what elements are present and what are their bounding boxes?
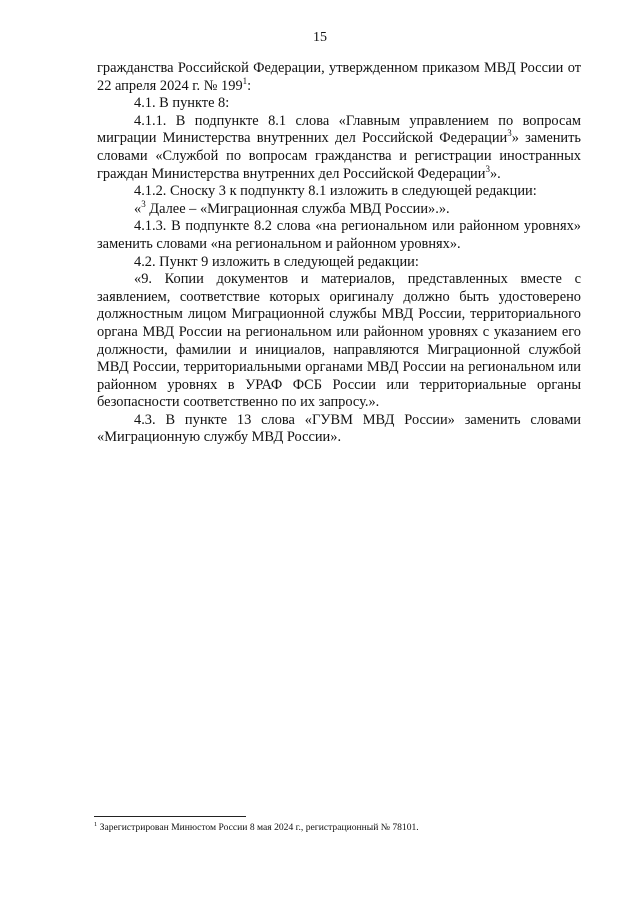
paragraph-intro: [97, 60, 581, 95]
paragraph-text: «: [134, 200, 142, 217]
paragraph-text: 4.1. В пункте 8:: [134, 95, 230, 112]
paragraph-text: » заменить словами «Службой по вопросам гражданства и регистрации иностранных граждан Министерства внутренних дел Российской Федерации: [97, 130, 581, 182]
paragraph-text: Далее – «Миграционная служба МВД России».».: [145, 200, 450, 217]
paragraph-text: 4.1.2. Сноску 3 к подпункту 8.1 изложить в следующей редакции:: [134, 183, 537, 200]
paragraph-p4-1-2: [97, 183, 581, 201]
paragraph-p4-1-3: [97, 218, 581, 253]
paragraph-p4-2-quote: [97, 271, 581, 412]
paragraph-text: «9. Копии документов и материалов, представленных вместе с заявлением, соответствие которых оригиналу должно быть удостоверено должностным лицом Миграционной службы МВД России, территориального органа МВД России на региональном или районном уровнях с указанием его должности, фамилии и инициалов, направляются Миграционной службой МВД России, территориальными органами МВД России на региональном или районном уровнях в УРАФ ФСБ России или территориальные органы безопасности соответственно по их запросу.».: [97, 271, 581, 411]
footnote-reference: 3: [141, 198, 146, 209]
footnote-reference: 3: [507, 128, 512, 139]
paragraph-text: 4.2. Пункт 9 изложить в следующей редакции:: [134, 253, 419, 270]
paragraph-text: 4.3. В пункте 13 слова «ГУВМ МВД России» заменить словами «Миграционную службу МВД России».: [97, 411, 581, 446]
footnote-marker: 1: [94, 820, 98, 828]
paragraph-p4-1-1: [97, 113, 581, 183]
document-body: [97, 60, 581, 447]
page-number: 15: [313, 30, 327, 45]
paragraph-p4-1-2-quote: [97, 198, 581, 219]
paragraph-text: :: [247, 77, 252, 94]
paragraph-p4-3: [97, 412, 581, 447]
footnote-text: Зарегистрирован Минюстом России 8 мая 2024 г., регистрационный № 78101.: [97, 822, 419, 833]
paragraph-p4-1: [97, 95, 581, 113]
footnote-reference: 1: [242, 75, 248, 86]
paragraph-text: гражданства Российской Федерации, утвержденном приказом МВД России от 22 апреля 2024 г. № 199: [97, 60, 581, 94]
paragraph-p4-2: [97, 254, 581, 272]
footnote-reference: 3: [485, 163, 490, 174]
footnote: [94, 822, 594, 834]
paragraph-text: 4.1.1. В подпункте 8.1 слова «Главным управлением по вопросам миграции Министерства внутренних дел Российской Федерации: [97, 112, 581, 147]
paragraph-text: ».: [489, 165, 501, 182]
footnote-separator: [94, 816, 246, 817]
paragraph-text: 4.1.3. В подпункте 8.2 слова «на региональном или районном уровнях» заменить словами «на региональном и районном уровнях».: [97, 218, 581, 252]
